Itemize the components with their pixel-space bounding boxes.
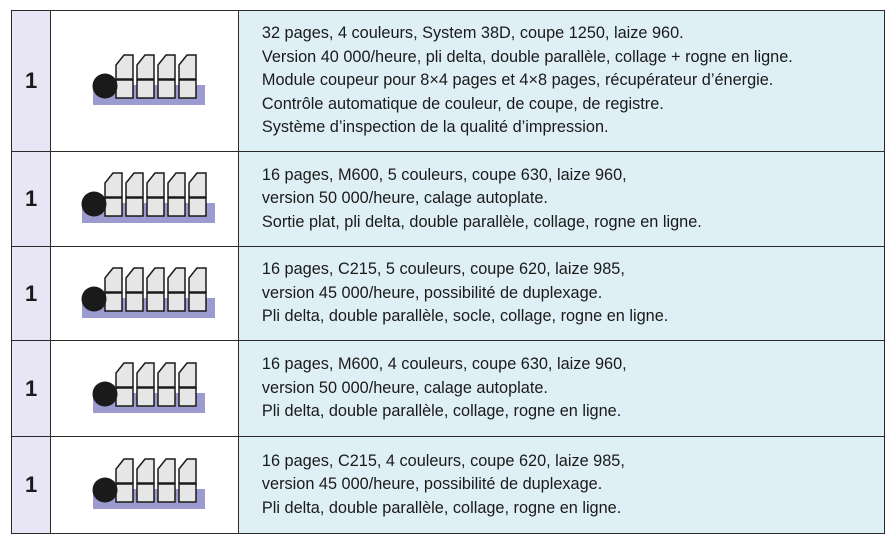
paper-roll-icon: [92, 74, 117, 99]
table-row: [12, 437, 885, 534]
table-row: [12, 152, 885, 247]
printing-unit-upper: [168, 173, 185, 197]
printing-unit-upper: [179, 363, 196, 387]
press-icon: [85, 52, 205, 110]
description-cell: [238, 437, 884, 534]
printing-unit-lower: [105, 293, 122, 311]
table-row: [12, 341, 885, 437]
printing-unit-lower: [179, 484, 196, 502]
printing-unit-upper: [189, 173, 206, 197]
printing-unit-lower: [105, 198, 122, 216]
printing-unit-upper: [189, 268, 206, 292]
printing-unit-lower: [147, 198, 164, 216]
printing-unit-lower: [168, 198, 185, 216]
quantity-cell: 1: [12, 247, 51, 341]
printing-unit-upper: [126, 268, 143, 292]
quantity-cell: 1: [12, 437, 51, 534]
printing-unit-upper: [137, 55, 154, 79]
printing-unit-upper: [168, 268, 185, 292]
printing-unit-lower: [116, 388, 133, 406]
printing-unit-lower: [126, 293, 143, 311]
printing-unit-lower: [137, 80, 154, 98]
press-icon: [74, 170, 215, 228]
description-line: 32 pages, 4 couleurs, System 38D, coupe 1250, laize 960.: [261, 24, 684, 43]
paper-roll-icon: [82, 286, 107, 311]
table-row: [12, 11, 885, 152]
printing-unit-lower: [147, 293, 164, 311]
press-icon: [85, 456, 205, 514]
press-diagram-cell: [51, 152, 239, 247]
description-line: version 50 000/heure, calage autoplate.: [261, 378, 548, 397]
printing-unit-lower: [189, 293, 206, 311]
printing-unit-upper: [158, 459, 175, 483]
description-line: version 45 000/heure, possibilité de duplexage.: [261, 283, 603, 302]
printing-unit-lower: [158, 484, 175, 502]
printing-unit-upper: [147, 268, 164, 292]
quantity-cell: 1: [12, 341, 51, 437]
printing-unit-lower: [137, 484, 154, 502]
printing-unit-upper: [116, 55, 133, 79]
description-line: version 50 000/heure, calage autoplate.: [261, 189, 548, 208]
printing-unit-upper: [147, 173, 164, 197]
paper-roll-icon: [82, 192, 107, 217]
description-line: 16 pages, C215, 4 couleurs, coupe 620, laize 985,: [261, 451, 625, 470]
description-line: 16 pages, M600, 5 couleurs, coupe 630, laize 960,: [261, 165, 627, 184]
printing-unit-lower: [158, 388, 175, 406]
printing-unit-lower: [116, 484, 133, 502]
press-diagram-cell: [51, 341, 239, 437]
description-line: Version 40 000/heure, pli delta, double parallèle, collage + rogne en ligne.: [261, 47, 793, 66]
printing-unit-upper: [116, 363, 133, 387]
description-line: Module coupeur pour 8×4 pages et 4×8 pages, récupérateur d’énergie.: [261, 71, 774, 90]
printing-unit-upper: [179, 459, 196, 483]
press-icon: [85, 360, 205, 418]
press-diagram-cell: [51, 11, 239, 152]
description-cell: [238, 152, 884, 247]
printing-unit-lower: [158, 80, 175, 98]
printing-unit-upper: [137, 459, 154, 483]
description-line: Sortie plat, pli delta, double parallèle, collage, rogne en ligne.: [261, 212, 702, 231]
paper-roll-icon: [92, 381, 117, 406]
press-diagram-cell: [51, 247, 239, 341]
description-line: Contrôle automatique de couleur, de coupe, de registre.: [261, 94, 664, 113]
printing-unit-upper: [116, 459, 133, 483]
description-line: 16 pages, M600, 4 couleurs, coupe 630, laize 960,: [261, 355, 627, 374]
description-line: Pli delta, double parallèle, socle, collage, rogne en ligne.: [261, 307, 669, 326]
printing-unit-upper: [137, 363, 154, 387]
printing-unit-lower: [116, 80, 133, 98]
printing-unit-lower: [179, 388, 196, 406]
press-table-body: [12, 11, 885, 534]
paper-roll-icon: [92, 478, 117, 503]
description-line: Système d’inspection de la qualité d’impression.: [261, 118, 609, 137]
description-line: Pli delta, double parallèle, collage, rogne en ligne.: [261, 498, 622, 517]
table-row: [12, 247, 885, 341]
printing-unit-lower: [168, 293, 185, 311]
printing-unit-lower: [179, 80, 196, 98]
press-table: [11, 10, 885, 534]
printing-unit-upper: [105, 173, 122, 197]
printing-unit-lower: [137, 388, 154, 406]
printing-unit-upper: [158, 363, 175, 387]
printing-unit-lower: [126, 198, 143, 216]
description-cell: [238, 341, 884, 437]
description-line: Pli delta, double parallèle, collage, rogne en ligne.: [261, 402, 622, 421]
printing-unit-upper: [105, 268, 122, 292]
description-cell: [238, 11, 884, 152]
printing-unit-lower: [189, 198, 206, 216]
printing-unit-upper: [126, 173, 143, 197]
description-line: 16 pages, C215, 5 couleurs, coupe 620, laize 985,: [261, 260, 625, 279]
printing-unit-upper: [158, 55, 175, 79]
press-diagram-cell: [51, 437, 239, 534]
description-cell: [238, 247, 884, 341]
press-icon: [74, 265, 215, 323]
quantity-cell: 1: [12, 11, 51, 152]
quantity-cell: 1: [12, 152, 51, 247]
printing-unit-upper: [179, 55, 196, 79]
description-line: version 45 000/heure, possibilité de duplexage.: [261, 475, 603, 494]
